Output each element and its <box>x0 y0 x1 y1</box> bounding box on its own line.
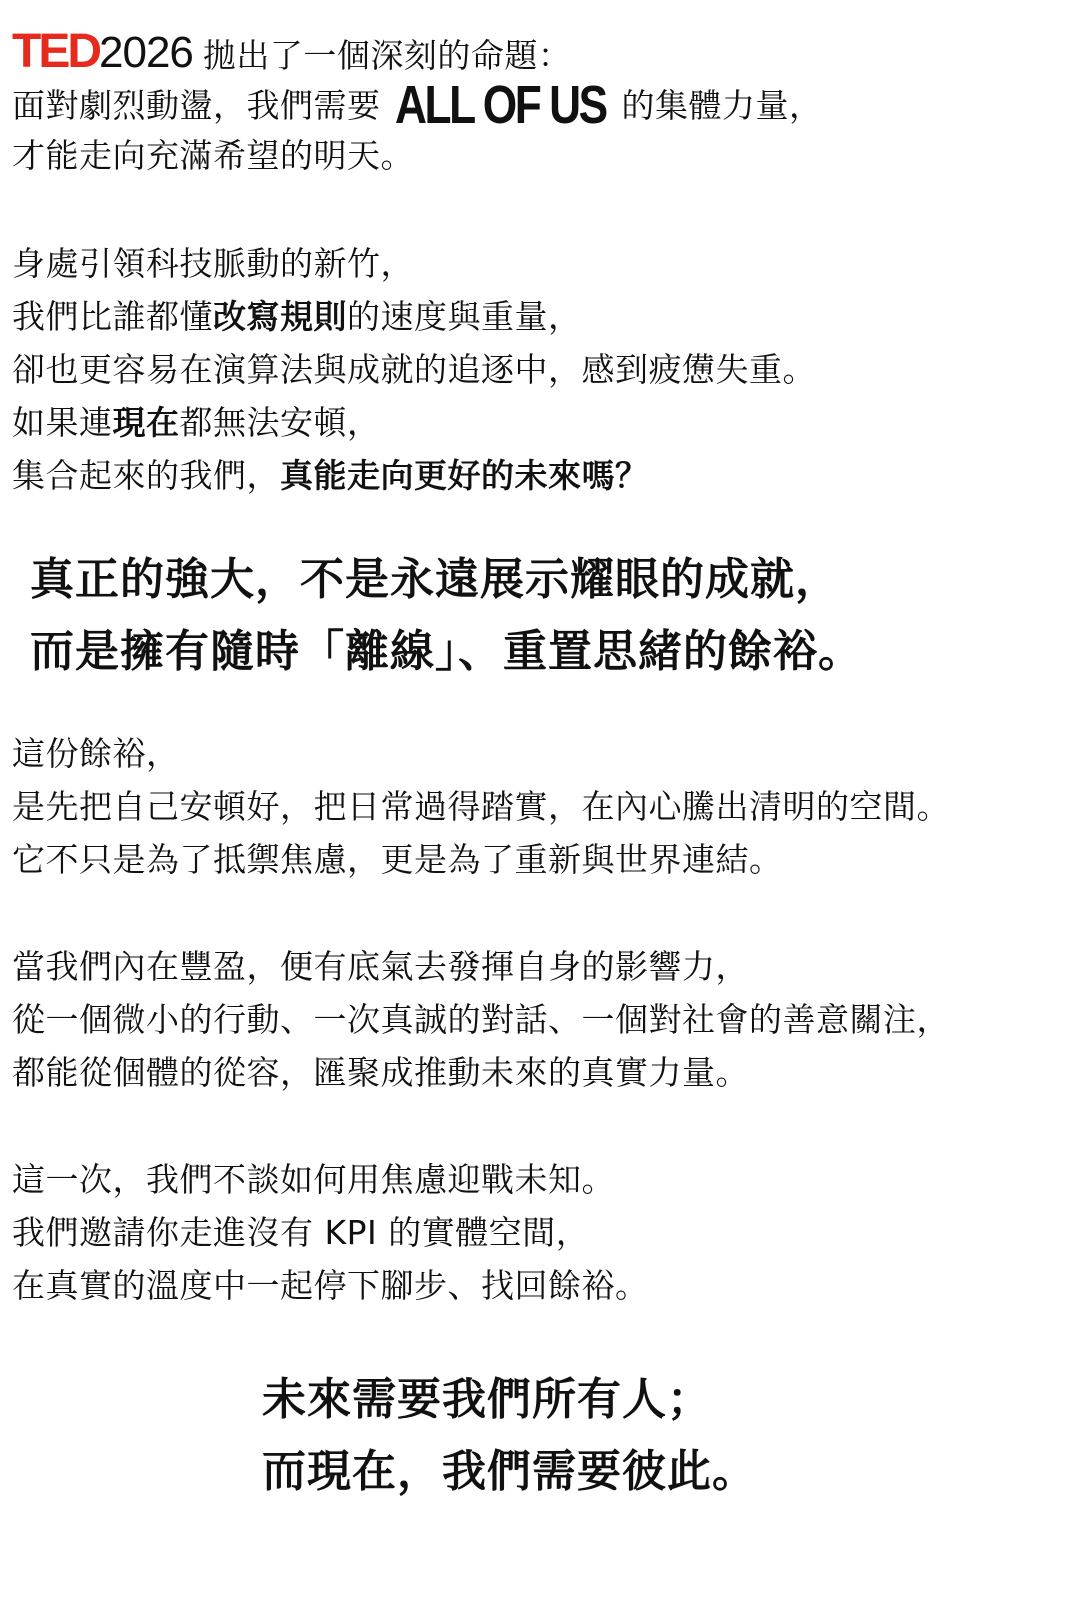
closing-line-1: 未來需要我們所有人； <box>262 1374 712 1425</box>
section1-line-4-pre: 如果連 <box>12 403 113 442</box>
quote-line-2: 而是擁有隨時「離線」、重置思緒的餘裕。 <box>30 626 863 677</box>
section1-line-3: 卻也更容易在演算法與成就的追逐中，感到疲憊失重。 <box>12 350 816 389</box>
section1-line-2-pre: 我們比誰都懂 <box>12 297 213 336</box>
intro-line-2 <box>12 75 823 135</box>
intro-text-2-post: 的集體力量， <box>621 86 823 125</box>
section1-line-5 <box>12 454 649 498</box>
section2-line-2: 是先把自己安頓好，把日常過得踏實，在內心騰出清明的空間。 <box>12 787 950 826</box>
intro-text-2-pre: 面對劇烈動盪，我們需要 <box>12 86 381 125</box>
closing-line-2: 而現在，我們需要彼此。 <box>262 1446 757 1497</box>
ted-year: 2026 <box>99 28 193 77</box>
intro-line-3: 才能走向充滿希望的明天。 <box>12 136 414 175</box>
section1-line-4-post: 都無法安頓， <box>179 403 381 442</box>
intro-text-1: 拋出了一個深刻的命題： <box>202 36 572 75</box>
section1-line-1: 身處引領科技脈動的新竹， <box>12 244 414 283</box>
all-of-us-highlight: ALL OF US <box>394 75 606 135</box>
section3-line-1: 當我們內在豐盈，便有底氣去發揮自身的影響力， <box>12 947 749 986</box>
section4-line-3: 在真實的溫度中一起停下腳步、找回餘裕。 <box>12 1266 649 1305</box>
section3-line-2: 從一個微小的行動、一次真誠的對話、一個對社會的善意關注， <box>12 1000 950 1039</box>
section2-line-1: 這份餘裕， <box>12 734 180 773</box>
section1-line-2-post: 的速度與重量， <box>347 297 582 336</box>
better-future-question: 真能走向更好的未來嗎？ <box>280 456 649 495</box>
intro-line-1 <box>12 24 571 80</box>
section1-line-2 <box>12 295 582 339</box>
section4-line-2: 我們邀請你走進沒有 KPI 的實體空間， <box>12 1213 590 1252</box>
quote-line-1: 真正的強大，不是永遠展示耀眼的成就， <box>30 554 840 605</box>
ted-logo: TED <box>12 25 99 78</box>
section1-line-5-pre: 集合起來的我們， <box>12 456 280 495</box>
section2-line-3: 它不只是為了抵禦焦慮，更是為了重新與世界連結。 <box>12 840 783 879</box>
section3-line-3: 都能從個體的從容，匯聚成推動未來的真實力量。 <box>12 1053 749 1092</box>
rewrite-rules-emphasis: 改寫規則 <box>213 297 347 336</box>
section1-line-4 <box>12 401 381 445</box>
now-emphasis: 現在 <box>112 403 180 442</box>
section4-line-1: 這一次，我們不談如何用焦慮迎戰未知。 <box>12 1160 615 1199</box>
